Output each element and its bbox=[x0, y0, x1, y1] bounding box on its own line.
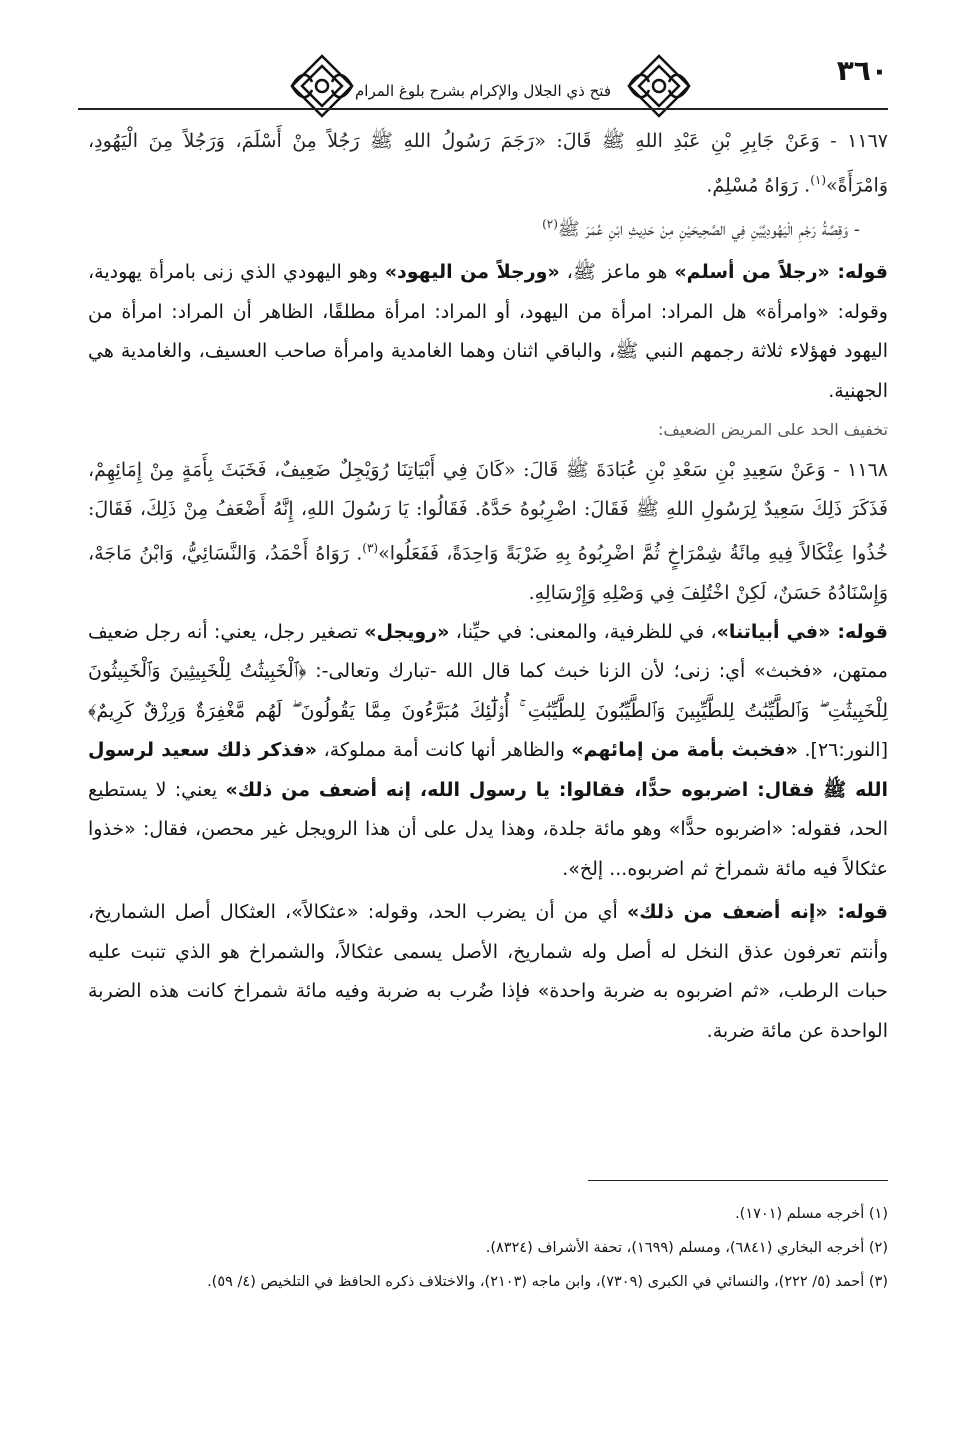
footnote-1: (١) أخرجه مسلم (١٧٠١). bbox=[735, 1206, 888, 1222]
hadith-1168 bbox=[88, 451, 888, 612]
footnote-ref: (٣) bbox=[362, 541, 379, 556]
hadith-note bbox=[88, 205, 860, 249]
quoted-phrase: «ورجلاً من اليهود» bbox=[384, 261, 560, 284]
commentary-text: ، في للظرفية، والمعنى: في حيِّنا، bbox=[449, 620, 717, 643]
footnote-ref: (٢) bbox=[542, 217, 558, 232]
quoted-phrase: «فخبث بأمة من إمائهم» bbox=[571, 739, 798, 762]
quoted-phrase: قوله: «في أبياتنا» bbox=[716, 620, 888, 643]
quoted-phrase: قوله: «رجلاً من أسلم» bbox=[674, 261, 888, 284]
quoted-phrase: «رويجل» bbox=[364, 620, 450, 643]
footnote-ref: (١) bbox=[810, 173, 827, 187]
page-header bbox=[78, 52, 888, 120]
commentary-text: يعني: لا يستطيع الحد، فقوله: «اضربوه حدًّا» وهو مائة جلدة، وهذا يدل على أن هذا الرويجل غير محصن، فقال: «خذوا عثكالاً فيه مائة شمراخ ثم اضربوه... إلخ». bbox=[88, 778, 888, 880]
hadith-text: ١١٦٧ - وَعَنْ جَابِرِ بْنِ عَبْدِ اللهِ ﷺ قَالَ: «رَجَمَ رَسُولُ اللهِ ﷺ رَجُلاً مِنْ أَسْلَمَ، وَرَجُلاً مِنَ الْيَهُودِ، وَامْرَأَةً» bbox=[88, 130, 888, 197]
hadith-text: ١١٦٨ - وَعَنْ سَعِيدِ بْنِ سَعْدِ بْنِ عُبَادَةَ ﷺ قَالَ: «كَانَ فِي أَبْيَاتِنَا رُوَيْجِلٌ ضَعِيفٌ، فَخَبَثَ بِأَمَةٍ مِنْ إِمَائِهِمْ، فَذَكَرَ ذَلِكَ سَعِيدٌ لِرَسُولِ اللهِ ﷺ فَقَالَ: اضْرِبُوهُ حَدَّهُ. فَقَالُوا: يَا رَسُولَ اللهِ، إِنَّهُ أَضْعَفُ مِنْ ذَلِكَ، فَقَالَ: خُذُوا عِثْكَالاً فِيهِ مِائَةُ شِمْرَاخٍ ثُمَّ اضْرِبُوهُ بِهِ ضَرْبَةً وَاحِدَةً، فَفَعَلُوا» bbox=[88, 459, 888, 565]
commentary-paragraph bbox=[88, 893, 888, 1051]
header-rule bbox=[78, 108, 888, 110]
running-title: فتح ذي الجلال والإكرام بشرح بلوغ المرام bbox=[354, 82, 611, 100]
quoted-phrase: قوله: «إنه أضعف من ذلك» bbox=[626, 901, 888, 924]
commentary-text: هو ماعز ﷺ، bbox=[559, 261, 675, 284]
verse-reference: [النور:٢٦]. bbox=[797, 739, 888, 762]
page-number: ٣٦٠ bbox=[836, 54, 888, 87]
footnote-3: (٣) أحمد (٥/ ٢٢٢)، والنسائي في الكبرى (٧٣٠٩)، وابن ماجه (٢١٠٣)، والاختلاف ذكره الحافظ في التلخيص (٤/ ٥٩). bbox=[207, 1274, 888, 1290]
commentary-text: تصغير رجل، يعني: أنه رجل ضعيف ممتهن، «فخبث» أي: زنى؛ لأن الزنا خبث كما قال الله -تبارك وتعالى-: bbox=[88, 620, 888, 683]
hadith-1167 bbox=[88, 122, 888, 205]
footnote-2: (٢) أخرجه البخاري (٦٨٤١)، ومسلم (١٦٩٩)، تحفة الأشراف (٨٣٢٤). bbox=[485, 1240, 888, 1256]
commentary-paragraph bbox=[88, 613, 888, 890]
section-title: تخفيف الحد على المريض الضعيف: bbox=[658, 420, 888, 440]
quoted-phrase: «فذكر ذلك سعيد لرسول الله ﷺ فقال: اضربوه حدًّا، فقالوا: يا رسول الله، إنه أضعف من ذلك» bbox=[88, 739, 888, 801]
footnotes bbox=[88, 1180, 888, 1299]
commentary-text: وهو اليهودي الذي زنى بامرأة يهودية، وقوله: «وامرأة» هل المراد: امرأة من اليهود، أو المراد: امرأة مطلقًا، الظاهر أن المراد: امرأة من اليهود فهؤلاء ثلاثة رجمهم النبي ﷺ، والباقي اثنان وهما الغامدية وامرأة صاحب العسيف، والغامدية هي الجهنية. bbox=[88, 261, 888, 402]
main-text bbox=[88, 122, 888, 1055]
footnote-rule bbox=[588, 1180, 888, 1181]
commentary-text: أي من أن يضرب الحد، وقوله: «عثكالاً»، العثكال أصل الشماريخ، وأنتم تعرفون عذق النخل له أصل وله شماريخ، الأصل يسمى عثكالاً، والشمراخ هو الذي تنبت عليه حبات الرطب، «ثم اضربوه به ضربة واحدة» فإذا ضُرب به ضربة وفيه مائة شمراخ كانت هذه الضربة الواحدة عن مائة ضربة. bbox=[88, 901, 888, 1042]
note-text: - وَقِصَّةُ رَجْمِ الْيَهُودِيَّيْنِ فِي الصَّحِيحَيْنِ مِنْ حَدِيثِ ابْنِ عُمَرَ ﷺ bbox=[557, 219, 860, 241]
commentary-paragraph bbox=[88, 253, 888, 411]
hadith-source: . رَوَاهُ مُسْلِمٌ. bbox=[706, 174, 811, 197]
hadith-source: . رَوَاهُ أَحْمَدُ، وَالنَّسَائِيُّ، وَابْنُ مَاجَهْ، وَإِسْنَادُهُ حَسَنٌ، لَكِنْ اخْتُلِفَ فِي وَصْلِهِ وَإِرْسَالِهِ. bbox=[88, 542, 888, 604]
commentary-text: والظاهر أنها كانت أمة مملوكة، bbox=[317, 739, 572, 762]
quran-verse: ﴿ٱلْخَبِيثَٰتُ لِلْخَبِيثِينَ وَٱلْخَبِيثُونَ لِلْخَبِيثَٰتِ ۖ وَٱلطَّيِّبَٰتُ لِلطَّيِّبِينَ وَٱلطَّيِّبُونَ لِلطَّيِّبَٰتِ ۚ أُو۟لَٰٓئِكَ مُبَرَّءُونَ مِمَّا يَقُولُونَ ۖ لَهُم مَّغْفِرَةٌ وَرِزْقٌ كَرِيمٌ﴾ bbox=[88, 660, 888, 722]
